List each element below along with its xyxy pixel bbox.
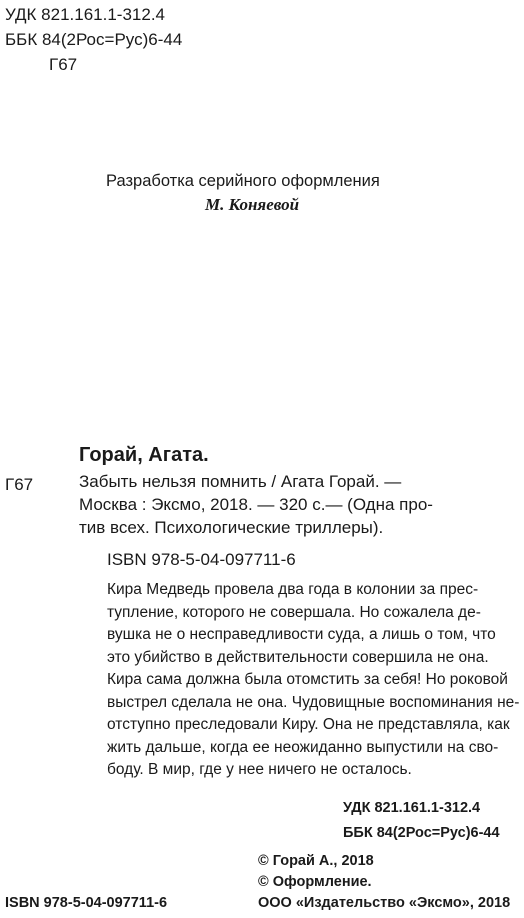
footer-isbn: ISBN 978-5-04-097711-6: [5, 895, 168, 911]
header-author-code: Г67: [49, 55, 78, 74]
copyright-publisher: ООО «Издательство «Эксмо», 2018: [258, 895, 511, 911]
catalog-entry: [79, 470, 433, 539]
catalog-line: тив всех. Психологические триллеры).: [79, 518, 384, 537]
catalog-line: Забыть нельзя помнить / Агата Горай. —: [79, 472, 402, 491]
annotation-line: вушка не о несправедливости суда, а лишь о том, что: [107, 626, 496, 643]
annotation-line: жить дальше, когда ее неожиданно выпустили на сво-: [107, 738, 499, 756]
annotation-line: это убийство в действительности совершила не она.: [107, 648, 489, 666]
catalog-line: Москва : Эксмо, 2018. — 320 с.— (Одна про-: [79, 495, 433, 514]
annotation-line: отступно преследовали Киру. Она не представляла, как: [107, 716, 510, 733]
copyright-author: © Горай А., 2018: [258, 853, 374, 869]
footer-bbk: ББК 84(2Рос=Рус)6-44: [343, 825, 500, 841]
catalog-author: Горай, Агата.: [79, 444, 209, 466]
header-udk: УДК 821.161.1-312.4: [5, 5, 166, 24]
footer-udk: УДК 821.161.1-312.4: [343, 800, 481, 816]
annotation-line: Кира сама должна была отомстить за себя! Но роковой: [107, 671, 508, 688]
catalog-isbn: ISBN 978-5-04-097711-6: [107, 550, 296, 569]
copyright-design: © Оформление.: [258, 874, 372, 890]
annotation-line: Кира Медведь провела два года в колонии за прес-: [107, 581, 479, 598]
annotation: [107, 579, 519, 782]
header-bbk: ББК 84(2Рос=Рус)6-44: [5, 30, 183, 49]
catalog-author-code: Г67: [5, 475, 34, 494]
series-designer-name: М. Коняевой: [205, 195, 300, 214]
annotation-line: тупление, которого не совершала. Но сожалела де-: [107, 603, 481, 621]
annotation-line: выстрел сделала не она. Чудовищные воспоминания не-: [107, 693, 520, 711]
series-design-credit: Разработка серийного оформления: [106, 172, 380, 190]
annotation-line: боду. В мир, где у нее ничего не осталось.: [107, 761, 412, 778]
